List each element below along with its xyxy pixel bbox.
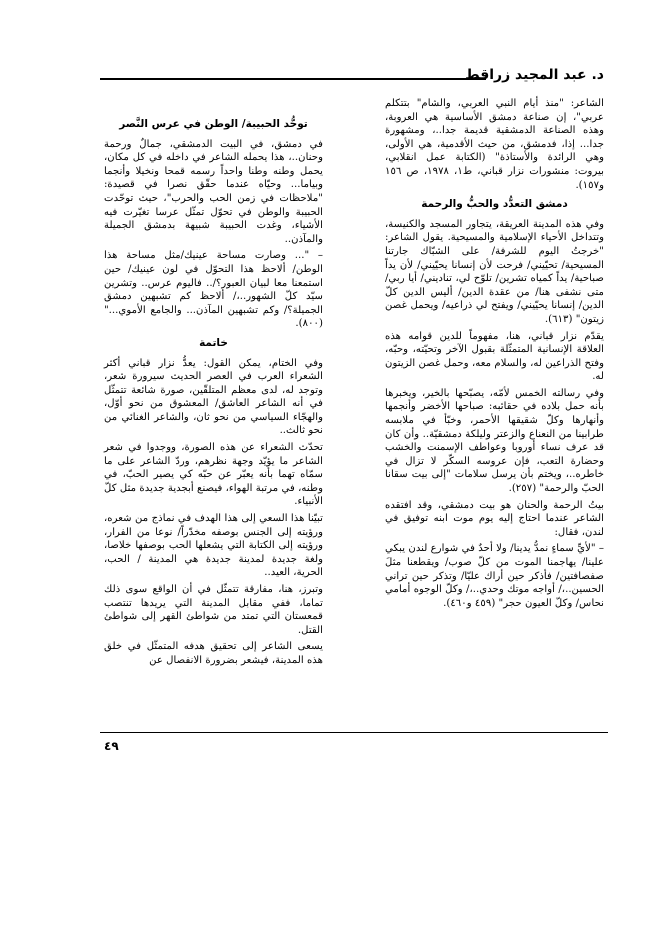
conclusion-heading: خاتمة bbox=[199, 336, 228, 349]
poem-quote: – "لأيِّ سماءٍ نمدُّ يدينا/ ولا أحدٌ في شوارع لندن يبكي علينا/ يهاجمنا الموت من كلّ صوب/ ويقطعنا مثلَ صفصافتين/ فأذكر حين أراك عليّا/ وتذكر حين تراني الحسين..،/ أواجه موتك وحدي..،/ وكلّ الوجوه أمامي نحاس/ وكلّ العيون حجر" (٤٥٩ و٤٦٠). bbox=[385, 543, 604, 609]
left-column bbox=[104, 112, 323, 671]
footer-rule bbox=[100, 732, 608, 733]
paragraph: بيتُ الرحمة والحنان هو بيت دمشقي، وقد افتقده الشاعر عندما احتاج إليه يوم موت ابنه توفيق في لندن، فقال: bbox=[385, 499, 604, 538]
paragraph: وفي الختام، يمكن القول: يعدُّ نزار قباني أكثر الشعراء العرب في العصر الحديث سيرورة شعر، وتوجد له، لدى معظم المتلقّين، صورة شائعة تتمثّل في أنه الشاعر العاشق/ المعشوق من نحو أوّل، والهجّاء السياسي من نحو ثان، والشاعر الغنائي من نحو ثالث.. bbox=[104, 357, 323, 437]
running-header bbox=[100, 66, 604, 86]
page-number: ٤٩ bbox=[104, 739, 119, 753]
poem-quote: – "... وصارت مساحة عينيك/مثل مساحة هذا الوطن/ ألاحظ هذا التحوّل في لون عينيك/ حين استمعنا معا لبيان العبور؟/.. فاليوم عرس.. وتشرين سيّد كلّ الشهور..،/ ألاحظ كم تشبهين دمشق الجميلة؟/ وكم تشبهين المآذن... والجامع الأموي..." (٨٠٠). bbox=[104, 250, 323, 330]
header-rule bbox=[100, 78, 486, 80]
paragraph: وتبرز، هنا، مفارقة تتمثّل في أن الواقع سوى ذلك تماما، ففي مقابل المدينة التي يريدها تنتصب قمعستان التي تمتد من شواطئ القهر إلى شواطئ القتل. bbox=[104, 584, 323, 636]
paragraph: تحدّث الشعراء عن هذه الصورة، ووجدوا في شعر الشاعر ما يؤيّد وجهة نظرهم، وردّ الشاعر على ما سمّاه تهما بأنه يعبّر عن حبّه كي يصير الحبّ، في وطنه، في مرتبة الهواء، فيصنع أبجدية جديدة مثل كلّ الأنبياء. bbox=[104, 442, 323, 508]
paragraph: يقدّم نزار قباني، هنا، مفهوماً للدين قوامه هذه العلاقة الإنسانية المتمثّلة بقبول الآخر وتحيّته، وحبّه، وفتح الذراعين له، والسلام معه، وحمل غصن الزيتون له. bbox=[385, 330, 604, 383]
section-heading: دمشق التعدُّد والحبُّ والرحمة bbox=[421, 198, 568, 211]
paragraph: يسعى الشاعر إلى تحقيق هدفه المتمثّل في خلق هذه المدينة، فيشعر بضرورة الانفصال عن bbox=[104, 641, 323, 666]
paragraph: في دمشق، في البيت الدمشقي، جمالٌ ورحمة وحنان..، هذا يحمله الشاعر في داخله في كل مكان، يحمل وطنه وطنا واحداً رسمه قمحا ونخيلا وأنجما وبياما... وحيّاه عندما حقّق نصرا في قصيدة: "ملاحظات في زمن الحب والحرب"، حيث توحّدت الحبيبة والوطن في تحوّل تمثّل عرسا تغيّرت فيه الأشياء، وغدت الحبيبة شبيهة بدمشق الجميلة والمآذن.. bbox=[104, 138, 323, 245]
paragraph: تبيّنا هذا السعي إلى هذا الهدف في نماذج من شعره، ورؤيته إلى الجنس بوصفه مخدّراً/ نوعا من الفرار، ورؤيته إلى الكتابة التي يشعلها الحب بوصفها خلاصا، ولغة جديدة لمدينة جديدة هي المدينة / الحب، الحرية، العيد.. bbox=[104, 513, 323, 579]
paragraph: الشاعر: "منذ أيام النبي العربي، والشام" بتتكلم عربي"، إن صناعة دمشق الأساسية هي العروبة، وهذه الصناعة الدمشقية قديمة جدا..، ومشهورة جدا... إذا، فدمشق، من حيث الأقدمية، هي الأولى، وهي الرائدة والأستاذة" (الكتابة عمل انقلابي، بيروت: منشورات نزار قباني، ط١، ١٩٧٨، ص ١٥٦ و١٥٧). bbox=[385, 98, 604, 191]
paragraph: وفي رسالته الخمس لأمّه، يصبّحها بالخير، ويخبرها بأنه حمل بلاده في حقائبه: صباحها الأخضر وأنجمها وأنهارها وكلّ شقيقها الأحمر، وخبّأ في ملابسه طرابينا من النعناع والزعتر وليلكة دمشقيّة.. وأن كان قد عرف نساء أوروبا وعواطف الإسمنت والخشب وحضارة التعب، فإن عروسه السكّر لا تزال في خاطره..، ويختم بأن يرسل سلامات "إلى بيت سقانا الحبّ والرحمة" (٢٥٧). bbox=[385, 387, 604, 495]
author-name: د. عبد المجيد زراقط bbox=[465, 67, 604, 83]
section-heading: توحُّد الحبيبة/ الوطن في عرس النَّصر bbox=[119, 118, 308, 130]
paragraph: وفي هذه المدينة العريقة، يتجاور المسجد والكنيسة، وتتداخل الأحياء الإسلامية والمسيحية. يقول الشاعر: "خرجتُ اليوم للشرفة/ على الشبّاك جارتنا المسيحية/ تحيّيني/ فرحت لأن إنسانا يحيّيني/ لأن يداً صباحية/ يداً كمياه تشرين/ تلوّح لي، تناديني/ أيا ربي/ متى نشفى هنا/ من عقدة الدين/ أليس الدين كلّ الدين/ إنسانا يحيّيني/ ويفتح لي ذراعيه/ ويحمل غصن زيتون" (٦١٣). bbox=[385, 218, 604, 325]
right-column bbox=[385, 97, 604, 613]
